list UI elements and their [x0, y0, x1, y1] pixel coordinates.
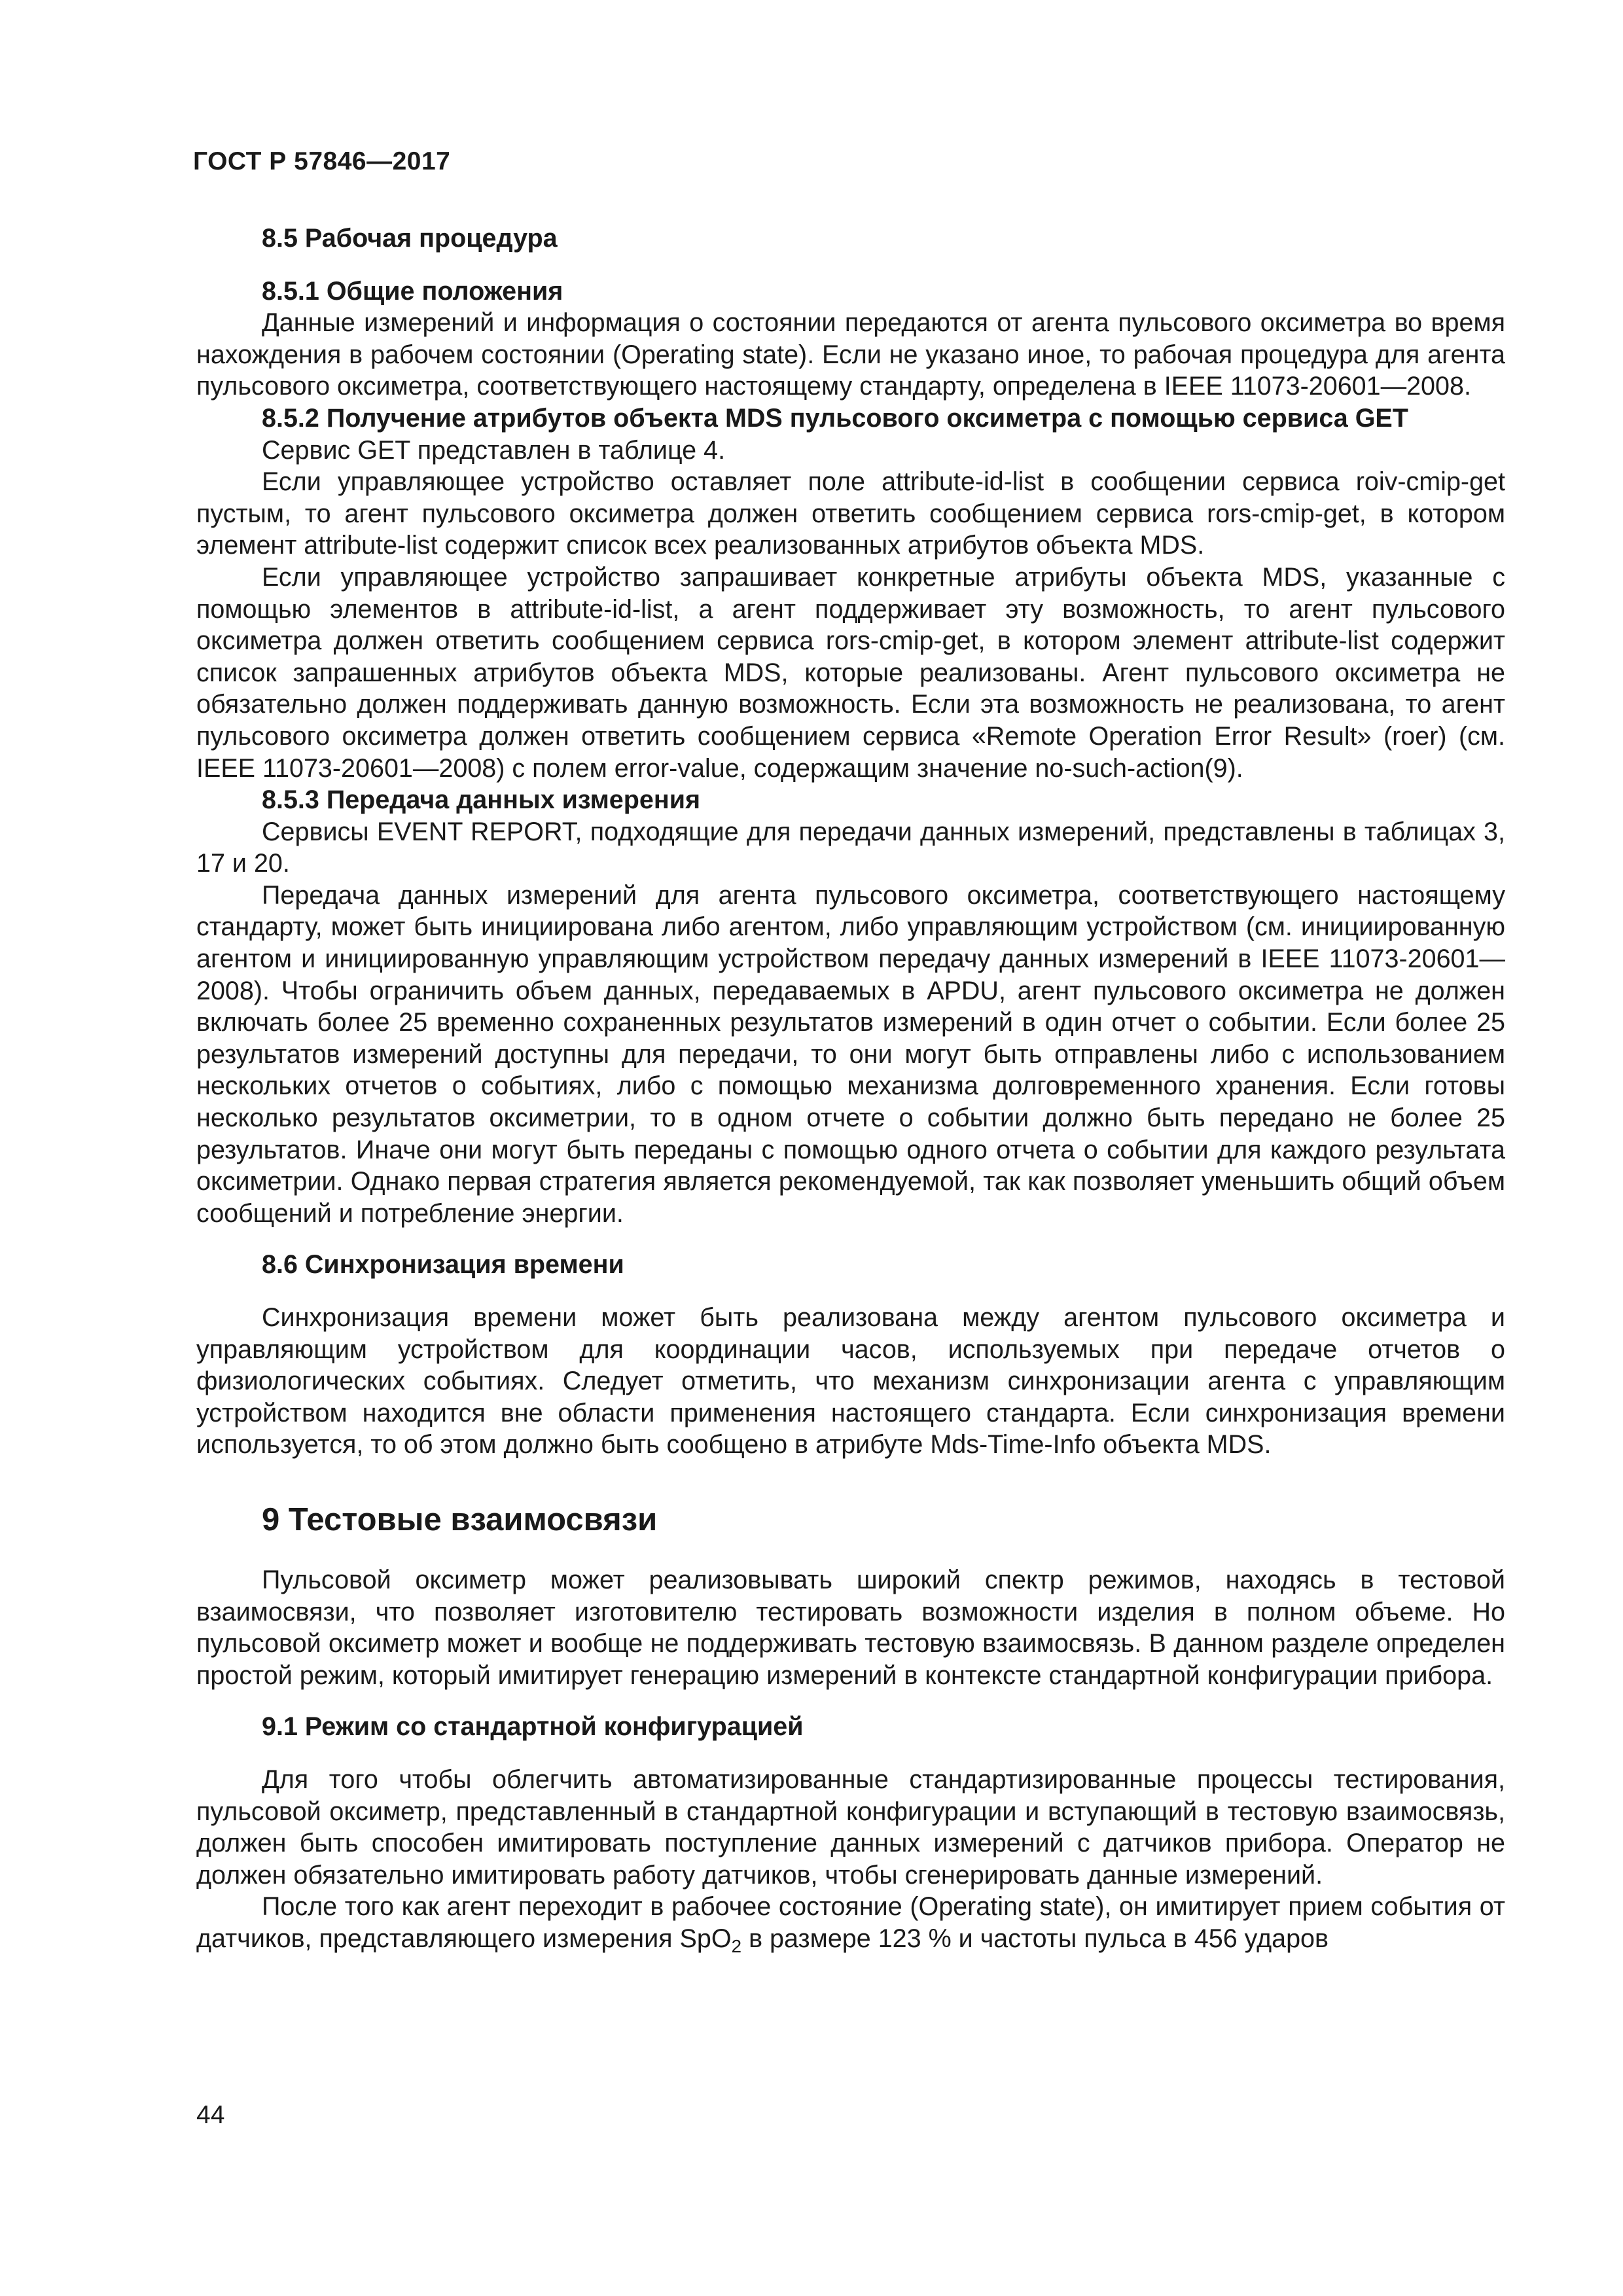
section-8-6-paragraph-1: Синхронизация времени может быть реализована между агентом пульсового оксиметра и управляющим устройством для координации часов, используемых при передаче отчетов о физиологических событиях. Следует отметить, что механизм синхронизации агента с управляющим устройством находится вне области применения настоящего стандарта. Если синхронизация времени используется, то об этом должно быть сообщено в атрибуте Mds-Time-Info объекта MDS. [196, 1303, 1505, 1460]
paragraph-text-end: в размере 123 % и частоты пульса в 456 ударов [741, 1924, 1329, 1953]
section-9-1-heading: 9.1 Режим со стандартной конфигурацией [262, 1712, 804, 1742]
standard-header: ГОСТ Р 57846—2017 [193, 147, 451, 175]
section-8-5-2-heading: 8.5.2 Получение атрибутов объекта MDS пульсового оксиметра с помощью сервиса GET [262, 403, 1408, 433]
section-8-5-3-paragraph-2: Передача данных измерений для агента пульсового оксиметра, соответствующего настоящему стандарту, может быть инициирована либо агентом, либо управляющим устройством (см. инициированную агентом и инициированную управляющим устройством передачу данных измерений в IEEE 11073-20601—2008). Чтобы ограничить объем данных, передаваемых в APDU, агент пульсового оксиметра не должен включать более 25 временно сохраненных результатов измерений в один отчет о событии. Если более 25 результатов измерений доступны для передачи, то они могут быть отправлены либо с использованием нескольких отчетов о событиях, либо с помощью механизма долговременного хранения. Если готовы несколько результатов оксиметрии, то в одном отчете о событии должно быть передано не более 25 результатов. Иначе они могут быть переданы с помощью одного отчета о событии для каждого результата оксиметрии. Однако первая стратегия является рекомендуемой, так как позволяет уменьшить общий объем сообщений и потребление энергии. [196, 880, 1505, 1228]
section-8-5-2-paragraph-1: Сервис GET представлен в таблице 4. [262, 435, 726, 465]
section-9-1-paragraph-2 [196, 1891, 1505, 1954]
section-8-5-1-paragraph-1: Данные измерений и информация о состоянии передаются от агента пульсового оксиметра во время нахождения в рабочем состоянии (Operating state). Если не указано иное, то рабочая процедура для агента пульсового оксиметра, соответствующего настоящему стандарту, определена в IEEE 11073-20601—2008. [196, 308, 1505, 401]
subscript-2: 2 [731, 1935, 742, 1956]
section-8-5-2-paragraph-3: Если управляющее устройство запрашивает конкретные атрибуты объекта MDS, указанные с помощью элементов в attribute-id-list, а агент поддерживает эту возможность, то агент пульсового оксиметра должен ответить сообщением сервиса rors-cmip-get, в котором элемент attribute-list содержит список запрашенных атрибутов объекта MDS, которые реализованы. Агент пульсового оксиметра не обязательно должен поддерживать данную возможность. Если эта возможность не реализована, то агент пульсового оксиметра должен ответить сообщением сервиса «Remote Operation Error Result» (roer) (см. IEEE 11073-20601—2008) с полем error-value, содержащим значение no-such-action(9). [196, 562, 1505, 783]
page-content [196, 223, 1505, 1955]
section-8-5-3-heading: 8.5.3 Передача данных измерения [262, 785, 701, 815]
page-number: 44 [196, 2101, 225, 2129]
section-8-6-heading: 8.6 Синхронизация времени [262, 1250, 624, 1280]
section-8-5-1-heading: 8.5.1 Общие положения [262, 276, 563, 306]
section-9-paragraph-1: Пульсовой оксиметр может реализовывать широкий спектр режимов, находясь в тестовой взаимосвязи, что позволяет изготовителю тестировать возможности изделия в полном объеме. Но пульсовой оксиметр может и вообще не поддерживать тестовую взаимосвязь. В данном разделе определен простой режим, который имитирует генерацию измерений в контексте стандартной конфигурации прибора. [196, 1565, 1505, 1690]
section-8-5-2-paragraph-2: Если управляющее устройство оставляет поле attribute-id-list в сообщении сервиса roiv-cmip-get пустым, то агент пульсового оксиметра должен ответить сообщением сервиса rors-cmip-get, в котором элемент attribute-list содержит список всех реализованных атрибутов объекта MDS. [196, 467, 1505, 560]
section-8-5-heading: 8.5 Рабочая процедура [262, 224, 558, 253]
section-9-heading: 9 Тестовые взаимосвязи [262, 1501, 658, 1537]
section-9-1-paragraph-1: Для того чтобы облегчить автоматизированные стандартизированные процессы тестирования, пульсовой оксиметр, представленный в стандартной конфигурации и вступающий в тестовую взаимосвязь, должен быть способен имитировать поступление данных измерений с датчиков прибора. Оператор не должен обязательно имитировать работу датчиков, чтобы сгенерировать данные измерений. [196, 1765, 1505, 1890]
paragraph-text-start: После того как агент переходит в рабочее состояние (Operating state), он имитирует прием события от датчиков, представляющего измерения SpO [196, 1892, 1505, 1953]
section-8-5-3-paragraph-1: Сервисы EVENT REPORT, подходящие для передачи данных измерений, представлены в таблицах 3, 17 и 20. [196, 817, 1505, 878]
